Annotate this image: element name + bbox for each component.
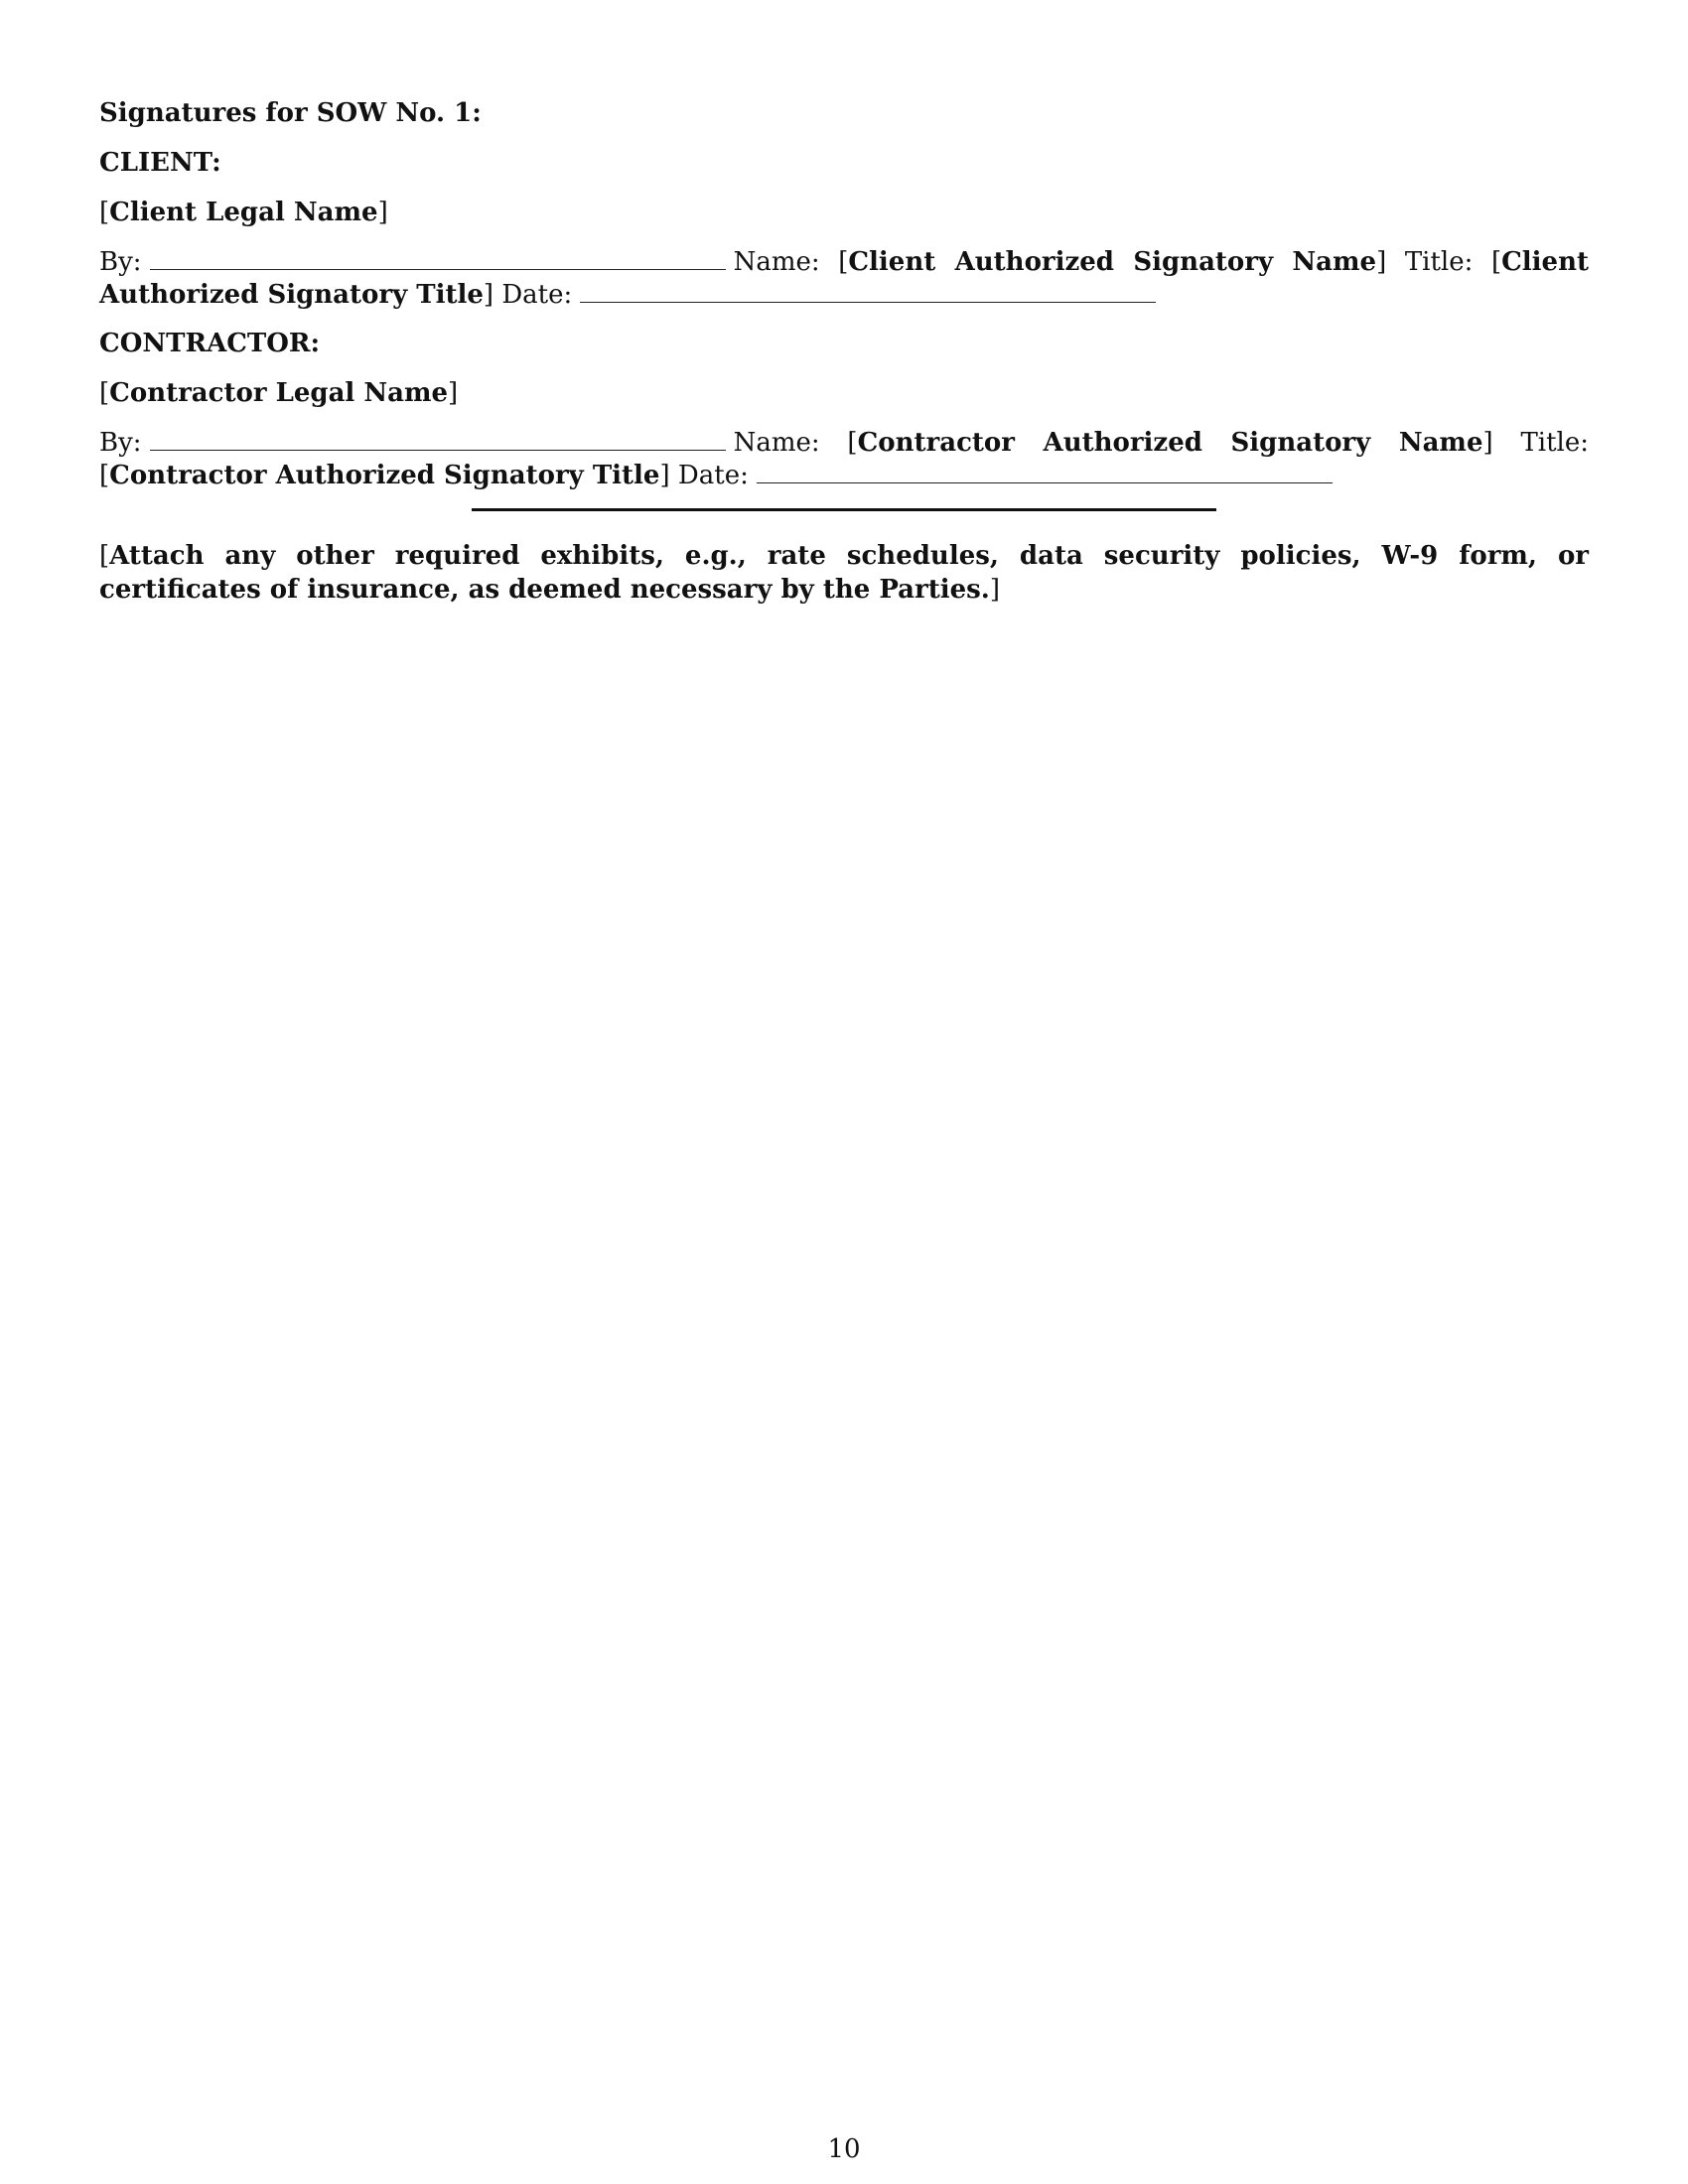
open-bracket: [	[99, 378, 110, 408]
open-bracket: [	[847, 428, 858, 458]
page-number: 10	[827, 2134, 861, 2164]
open-bracket: [	[1490, 247, 1502, 277]
close-bracket: ]	[448, 378, 459, 408]
client-legal-name: Client Legal Name	[109, 198, 378, 227]
close-bracket: ]	[483, 280, 494, 310]
client-signature-block	[99, 246, 1589, 312]
contractor-name-label: Name:	[733, 428, 820, 458]
close-bracket: ]	[659, 461, 670, 490]
client-title-label: Title:	[1404, 247, 1474, 277]
open-bracket: [	[838, 247, 849, 277]
section-divider	[472, 508, 1216, 511]
open-bracket: [	[99, 541, 110, 571]
close-bracket: ]	[989, 575, 1001, 605]
contractor-title-label: Title:	[1520, 428, 1590, 458]
open-bracket: [	[99, 461, 110, 490]
contractor-legal-name: Contractor Legal Name	[109, 378, 449, 408]
close-bracket: ]	[1376, 247, 1387, 277]
client-by-label: By:	[99, 247, 142, 277]
signatures-heading: Signatures for SOW No. 1:	[99, 98, 482, 128]
contractor-signature-line[interactable]	[150, 428, 726, 451]
contractor-date-line[interactable]	[757, 461, 1333, 483]
contractor-signatory-name: Contractor Authorized Signatory Name	[857, 428, 1483, 458]
client-date-label: Date:	[501, 280, 573, 310]
client-signatory-title: Client Authorized Signatory Title	[99, 247, 1590, 310]
client-heading: CLIENT:	[99, 148, 221, 178]
open-bracket: [	[99, 198, 110, 227]
client-legal-name-line	[99, 197, 1589, 229]
client-date-line[interactable]	[580, 280, 1156, 303]
document-page	[99, 97, 1589, 607]
client-signatory-name: Client Authorized Signatory Name	[848, 247, 1377, 277]
exhibits-note: Attach any other required exhibits, e.g., rate schedules, data security policies, W-9 form, or certificates of insurance, as deemed necessary by the Parties.	[99, 541, 1589, 605]
contractor-by-label: By:	[99, 428, 142, 458]
contractor-signature-block	[99, 427, 1589, 492]
close-bracket: ]	[1482, 428, 1493, 458]
contractor-heading: CONTRACTOR:	[99, 329, 321, 358]
client-signature-line[interactable]	[150, 247, 726, 270]
contractor-signatory-title: Contractor Authorized Signatory Title	[109, 461, 660, 490]
exhibits-note-paragraph	[99, 539, 1589, 607]
contractor-legal-name-line	[99, 377, 1589, 410]
contractor-date-label: Date:	[677, 461, 749, 490]
close-bracket: ]	[377, 198, 388, 227]
client-name-label: Name:	[733, 247, 820, 277]
